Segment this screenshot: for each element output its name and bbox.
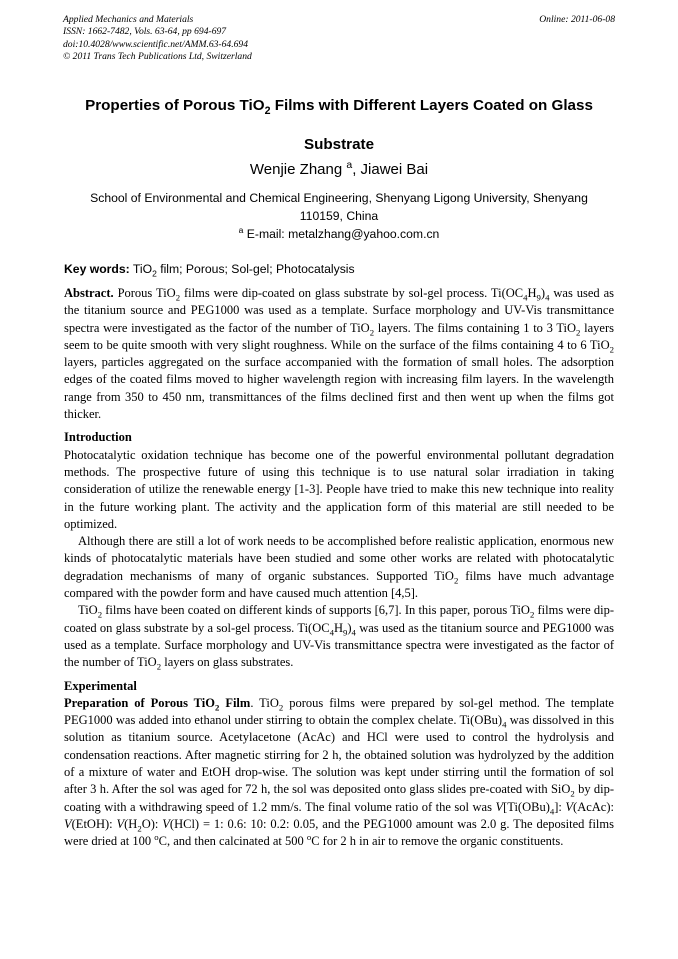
email-line: $^a$ E-mail: metalzhang@yahoo.com.cn bbox=[238, 224, 440, 241]
author-list: Wenjie Zhang $^a$, Jiawei Bai bbox=[249, 159, 429, 178]
online-date: Online: 2011-06-08 bbox=[539, 14, 615, 25]
issn-line: ISSN: 1662-7482, Vols. 63-64, pp 694-697 bbox=[63, 26, 227, 38]
affiliation-line-2: 110159, China bbox=[299, 209, 379, 223]
title-line-2: Substrate bbox=[303, 136, 375, 153]
paper-body bbox=[64, 285, 614, 851]
abstract-paragraph: Abstract. Porous TiO$_2$ films were dip-coated on glass substrate by sol-gel process. $Ti(OC_4H_9)_4$ was used as the titanium source and PEG1000 was used as a template. Surface morphology and UV-Vis transmittance spectra were investigated as the factor of the number of TiO$_2$ layers. The films containing 1 to 3 TiO$_2$ layers seem to be quite smooth with very slight roughness. While on the surface of the films containing 4 to 6 TiO$_2$ layers, particles aggregated on the surface accompanied with the formation of small holes. The adsorption edges of the coated films moved to higher wavelength region with increasing film layers. In the wavelength range from 350 to 450 nm, transmittances of the films declined first and then went up when the films got thicker. bbox=[64, 286, 614, 422]
journal-name: Applied Mechanics and Materials bbox=[63, 14, 194, 25]
affiliation-line-1: School of Environmental and Chemical Engineering, Shenyang Ligong University, Shenyang bbox=[90, 191, 588, 205]
copyright-line: © 2011 Trans Tech Publications Ltd, Switzerland bbox=[63, 50, 252, 62]
title-line-1: Properties of Porous TiO$_2$ Films with Different Layers Coated on Glass bbox=[85, 97, 593, 118]
keywords: Key words: TiO$_2$ film; Porous; Sol-gel; Photocatalysis bbox=[64, 262, 355, 279]
introduction-heading: Introduction bbox=[64, 430, 132, 445]
experimental-heading: Experimental bbox=[64, 678, 137, 693]
subsection-title: Preparation of Porous TiO$_2$ Film bbox=[64, 695, 251, 713]
affiliation bbox=[70, 189, 608, 243]
journal-header bbox=[63, 14, 615, 63]
experimental-paragraph: Preparation of Porous TiO$_2$ Film. TiO$_2$ porous films were prepared by sol-gel method. The template PEG1000 was added into ethanol under stirring to obtain the complex chelate. $Ti(OBu)_4$ was dissolved in this solution as titanium source. Acetylacetone (AcAc) and HCl were used to control the hydrolysis and condensation reactions. After magnetic stirring for 2 h, the obtained solution was hydrolyzed by the addition of a mixture of water and EtOH drop-wise. The solution was kept under stirring until the formation of sol after 3 h. After the sol was aged for 72 h, the sol was deposited onto glass slides pre-coated with SiO$_2$ by dip-coating with a withdrawing speed of 1.2 mm/s. The final volume ratio of the sol was $V[Ti(OBu)_4]$: V(AcAc): V(EtOH): $V(H_2O)$: V(HCl) = 1: 0.6: 10: 0.2: 0.05, and the PEG1000 amount was 2.0 g. The deposited films were dried at 100 $^o$C, and then calcinated at 500 $^o$C for 2 h in air to remove the organic constituents. bbox=[64, 695, 615, 849]
introduction-paragraph-2: Although there are still a lot of work needs to be accomplished before realistic application, enormous new kinds of photocatalytic materials have been studied and some other works are related with photocatalytic degradation mechanisms of many of organic substances. Supported TiO$_2$ films have much advantage compared with the powder form and have caused much attention [4,5]. bbox=[64, 534, 614, 601]
introduction-paragraph-3: TiO$_2$ films have been coated on different kinds of supports [6,7]. In this paper, porous TiO$_2$ films were dip-coated on glass substrate by a sol-gel process. $Ti(OC_4H_9)_4$ was used as the titanium source and PEG1000 was used as a template. Surface morphology and UV-Vis transmittance spectra were investigated as the factor of the number of TiO$_2$ layers on glass substrates. bbox=[64, 603, 614, 672]
paper-title bbox=[40, 86, 638, 164]
doi-line: doi:10.4028/www.scientific.net/AMM.63-64.694 bbox=[63, 38, 249, 50]
introduction-paragraph-1: Photocatalytic oxidation technique has become one of the powerful environmental pollutant degradation methods. The prospective future of using this technique is to use natural solar irradiation in taking consideration of utilize the renewable energy [1-3]. People have tried to make this new technique into reality in the future working plant. The activity and the application form of this material are still needed to be optimized. bbox=[64, 447, 614, 531]
